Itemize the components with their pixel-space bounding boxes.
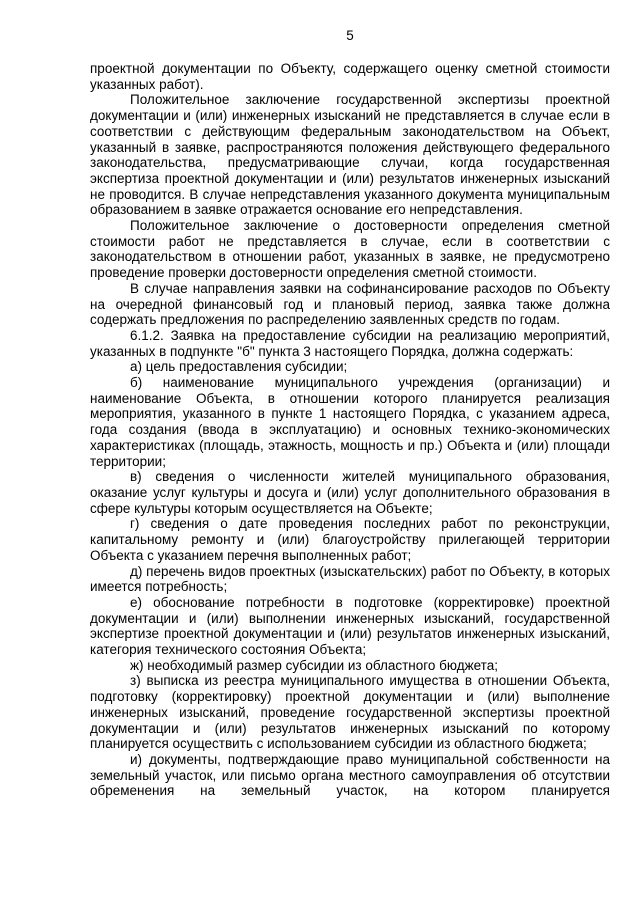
- document-body: [90, 61, 610, 799]
- paragraph-continuation: проектной документации по Объекту, содержащего оценку сметной стоимости указанных работ).: [90, 61, 610, 92]
- paragraph-6-1-2: 6.1.2. Заявка на предоставление субсидии на реализацию мероприятий, указанных в подпункте "б" пункта 3 настоящего Порядка, должна содержать:: [90, 327, 610, 359]
- page-number: 5: [346, 28, 354, 43]
- paragraph-cofinancing: В случае направления заявки на софинансирование расходов по Объекту на очередной финансовый год и плановый период, заявка также должна содержать предложения по распределению заявленных средств по годам.: [90, 280, 610, 328]
- list-item-i: и) документы, подтверждающие право муниципальной собственности на земельный участок, или письмо органа местного самоуправления об отсутствии обременения на земельный участок, на котором планируется: [90, 751, 610, 799]
- list-item-zh: ж) необходимый размер субсидии из областного бюджета;: [130, 657, 498, 673]
- paragraph-cost-verification: Положительное заключение о достоверности определения сметной стоимости работ не представляется в случае, если в соответствии с законодательством в отношении работ, указанных в заявке, не предусмотрено проведение проверки достоверности определения сметной стоимости.: [90, 218, 610, 281]
- list-item-g: г) сведения о дате проведения последних работ по реконструкции, капитальному ремонту и (или) благоустройству прилегающей территории Объекта с указанием перечня выполненных работ;: [90, 516, 610, 563]
- list-item-a: а) цель предоставления субсидии;: [130, 359, 348, 375]
- list-item-d: д) перечень видов проектных (изыскательских) работ по Объекту, в которых имеется потребность;: [90, 563, 610, 595]
- paragraph-expertise-exemption: Положительное заключение государственной экспертизы проектной документации и (или) инженерных изысканий не представляется в случае если в соответствии с действующим федеральным законодательством на Объект, указанный в заявке, распространяются положения действующего федерального законодательства, предусматривающие случаи, когда государственная экспертиза проектной документации и (или) результатов инженерных изысканий не проводится. В случае непредставления указанного документа муниципальным образованием в заявке отражается основание его непредставления.: [90, 92, 610, 218]
- list-item-v: в) сведения о численности жителей муниципального образования, оказание услуг культуры и досуга и (или) услуг дополнительного образования в сфере культуры которым осуществляется на Объекте;: [90, 469, 610, 516]
- list-item-b: б) наименование муниципального учреждения (организации) и наименование Объекта, в отношении которого планируется реализация мероприятия, указанного в пункте 1 настоящего Порядка, с указанием адреса, года создания (ввода в эксплуатацию) и основных технико-экономических характеристиках (площадь, этажность, мощность и пр.) Объекта и (или) площади территории;: [90, 375, 610, 469]
- list-item-e: е) обоснование потребности в подготовке (корректировке) проектной документации и (или) выполнении инженерных изысканий, государственной экспертизе проектной документации и (или) результатов инженерных изысканий, категория технического состояния Объекта;: [90, 594, 610, 658]
- list-item-z: з) выписка из реестра муниципального имущества в отношении Объекта, подготовку (корректировку) проектной документации и (или) выполнение инженерных изысканий, проведение государственной экспертизы проектной документации и (или) результатов инженерных изысканий по которому планируется осуществить с использованием субсидии из областного бюджета;: [90, 673, 610, 752]
